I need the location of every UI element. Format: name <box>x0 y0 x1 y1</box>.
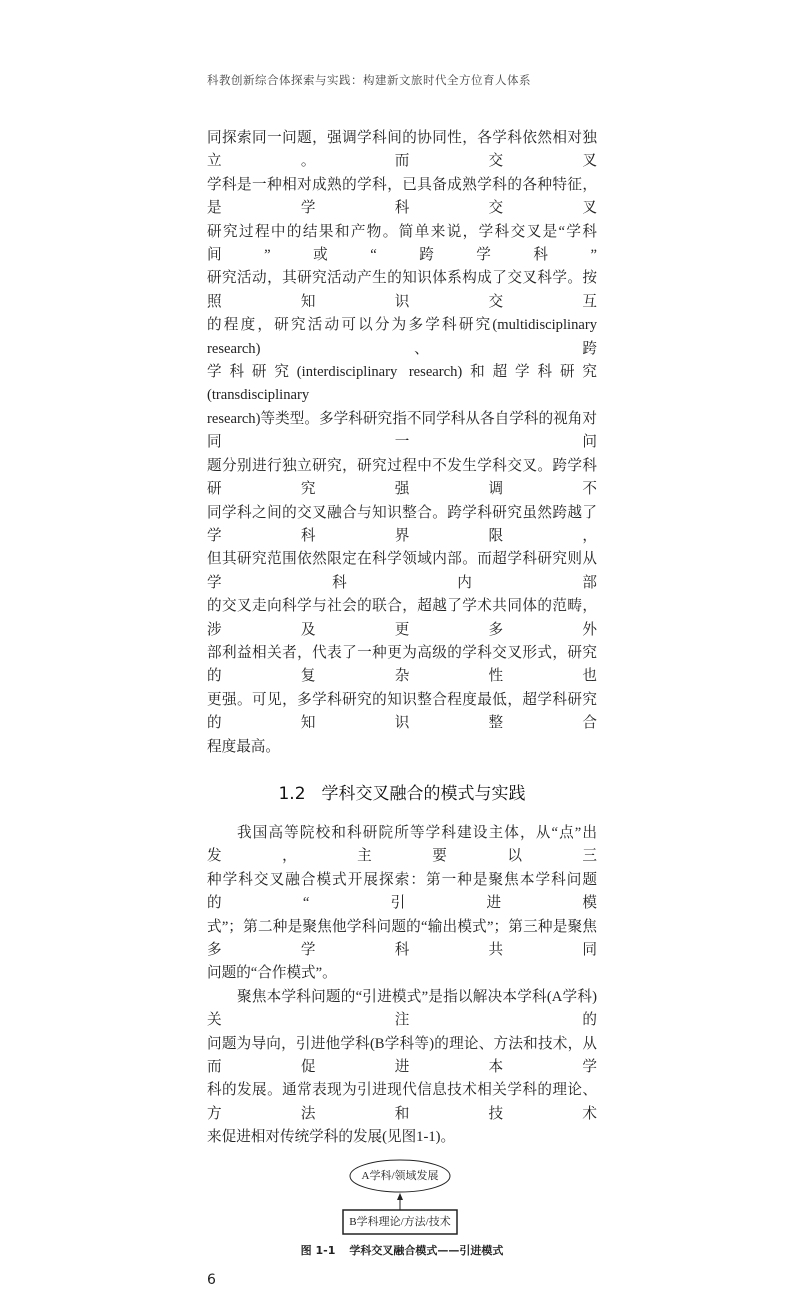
running-head: 科教创新综合体探索与实践：构建新文旅时代全方位育人体系 <box>207 73 531 87</box>
text-line: 聚焦本学科问题的“引进模式”是指以解决本学科(A学科)关注的 <box>207 988 597 1029</box>
text-line: 研究活动，其研究活动产生的知识体系构成了交叉科学。按照知识交互 <box>207 270 597 310</box>
paragraph-2 <box>207 822 597 986</box>
text-line: 但其研究范围依然限定在科学领域内部。而超学科研究则从学科内部 <box>207 551 597 591</box>
text-line: 学科是一种相对成熟的学科，已具备成熟学科的各种特征，是学科交叉 <box>207 176 597 217</box>
text-line: research)等类型。多学科研究指不同学科从各自学科的视角对同一问 <box>207 410 597 451</box>
text-line: 的程度，研究活动可以分为多学科研究(multidisciplinary research)、跨 <box>207 317 597 357</box>
text-line: 同学科之间的交叉融合与知识整合。跨学科研究虽然跨越了学科界限， <box>207 504 597 544</box>
text-line: 的交叉走向科学与社会的联合，超越了学术共同体的范畴，涉及更多外 <box>207 598 597 638</box>
box-label: B学科理论/方法/技术 <box>349 1215 451 1228</box>
text-line: 更强。可见，多学科研究的知识整合程度最低，超学科研究的知识整合 <box>207 691 597 732</box>
arrow-head-icon <box>397 1193 403 1200</box>
page-number: 6 <box>207 1271 216 1288</box>
page <box>207 0 597 1308</box>
text-line: 问题为导向，引进他学科(B学科等)的理论、方法和技术，从而促进本学 <box>207 1035 597 1076</box>
text-line: 科的发展。通常表现为引进现代信息技术相关学科的理论、方法和技术 <box>207 1082 597 1122</box>
text-line: 程度最高。 <box>207 738 280 755</box>
text-line: 我国高等院校和科研院所等学科建设主体，从“点”出发，主要以三 <box>207 824 597 865</box>
figure-number: 图 1-1 <box>300 1243 336 1257</box>
ellipse-label: A学科/领域发展 <box>361 1169 439 1182</box>
text-line: 学科研究(interdisciplinary research)和超学科研究(transdisciplinary <box>207 364 597 404</box>
section-title: 学科交叉融合的模式与实践 <box>321 783 526 804</box>
figure-title: 学科交叉融合模式——引进模式 <box>349 1243 504 1257</box>
text-line: 问题的“合作模式”。 <box>207 965 337 982</box>
figure <box>207 1158 597 1236</box>
text-line: 同探索同一问题，强调学科间的协同性，各学科依然相对独立。而交叉 <box>207 130 597 170</box>
section-number: 1.2 <box>278 783 306 804</box>
text-line: 式”；第二种是聚焦他学科问题的“输出模式”；第三种是聚焦多学科共同 <box>207 918 597 958</box>
paragraph-3 <box>207 986 597 1150</box>
text-line: 种学科交叉融合模式开展探索：第一种是聚焦本学科问题的“引进模 <box>207 871 597 912</box>
paragraph-1 <box>207 127 597 759</box>
text-line: 部利益相关者，代表了一种更为高级的学科交叉形式，研究的复杂性也 <box>207 644 597 685</box>
text-line: 研究过程中的结果和产物。简单来说，学科交叉是“学科间”或“跨学科” <box>207 223 597 264</box>
figure-caption <box>207 1244 597 1258</box>
section-heading <box>207 782 597 806</box>
text-line: 来促进相对传统学科的发展(见图1-1)。 <box>207 1129 456 1146</box>
text-line: 题分别进行独立研究，研究过程中不发生学科交叉。跨学科研究强调不 <box>207 457 597 498</box>
